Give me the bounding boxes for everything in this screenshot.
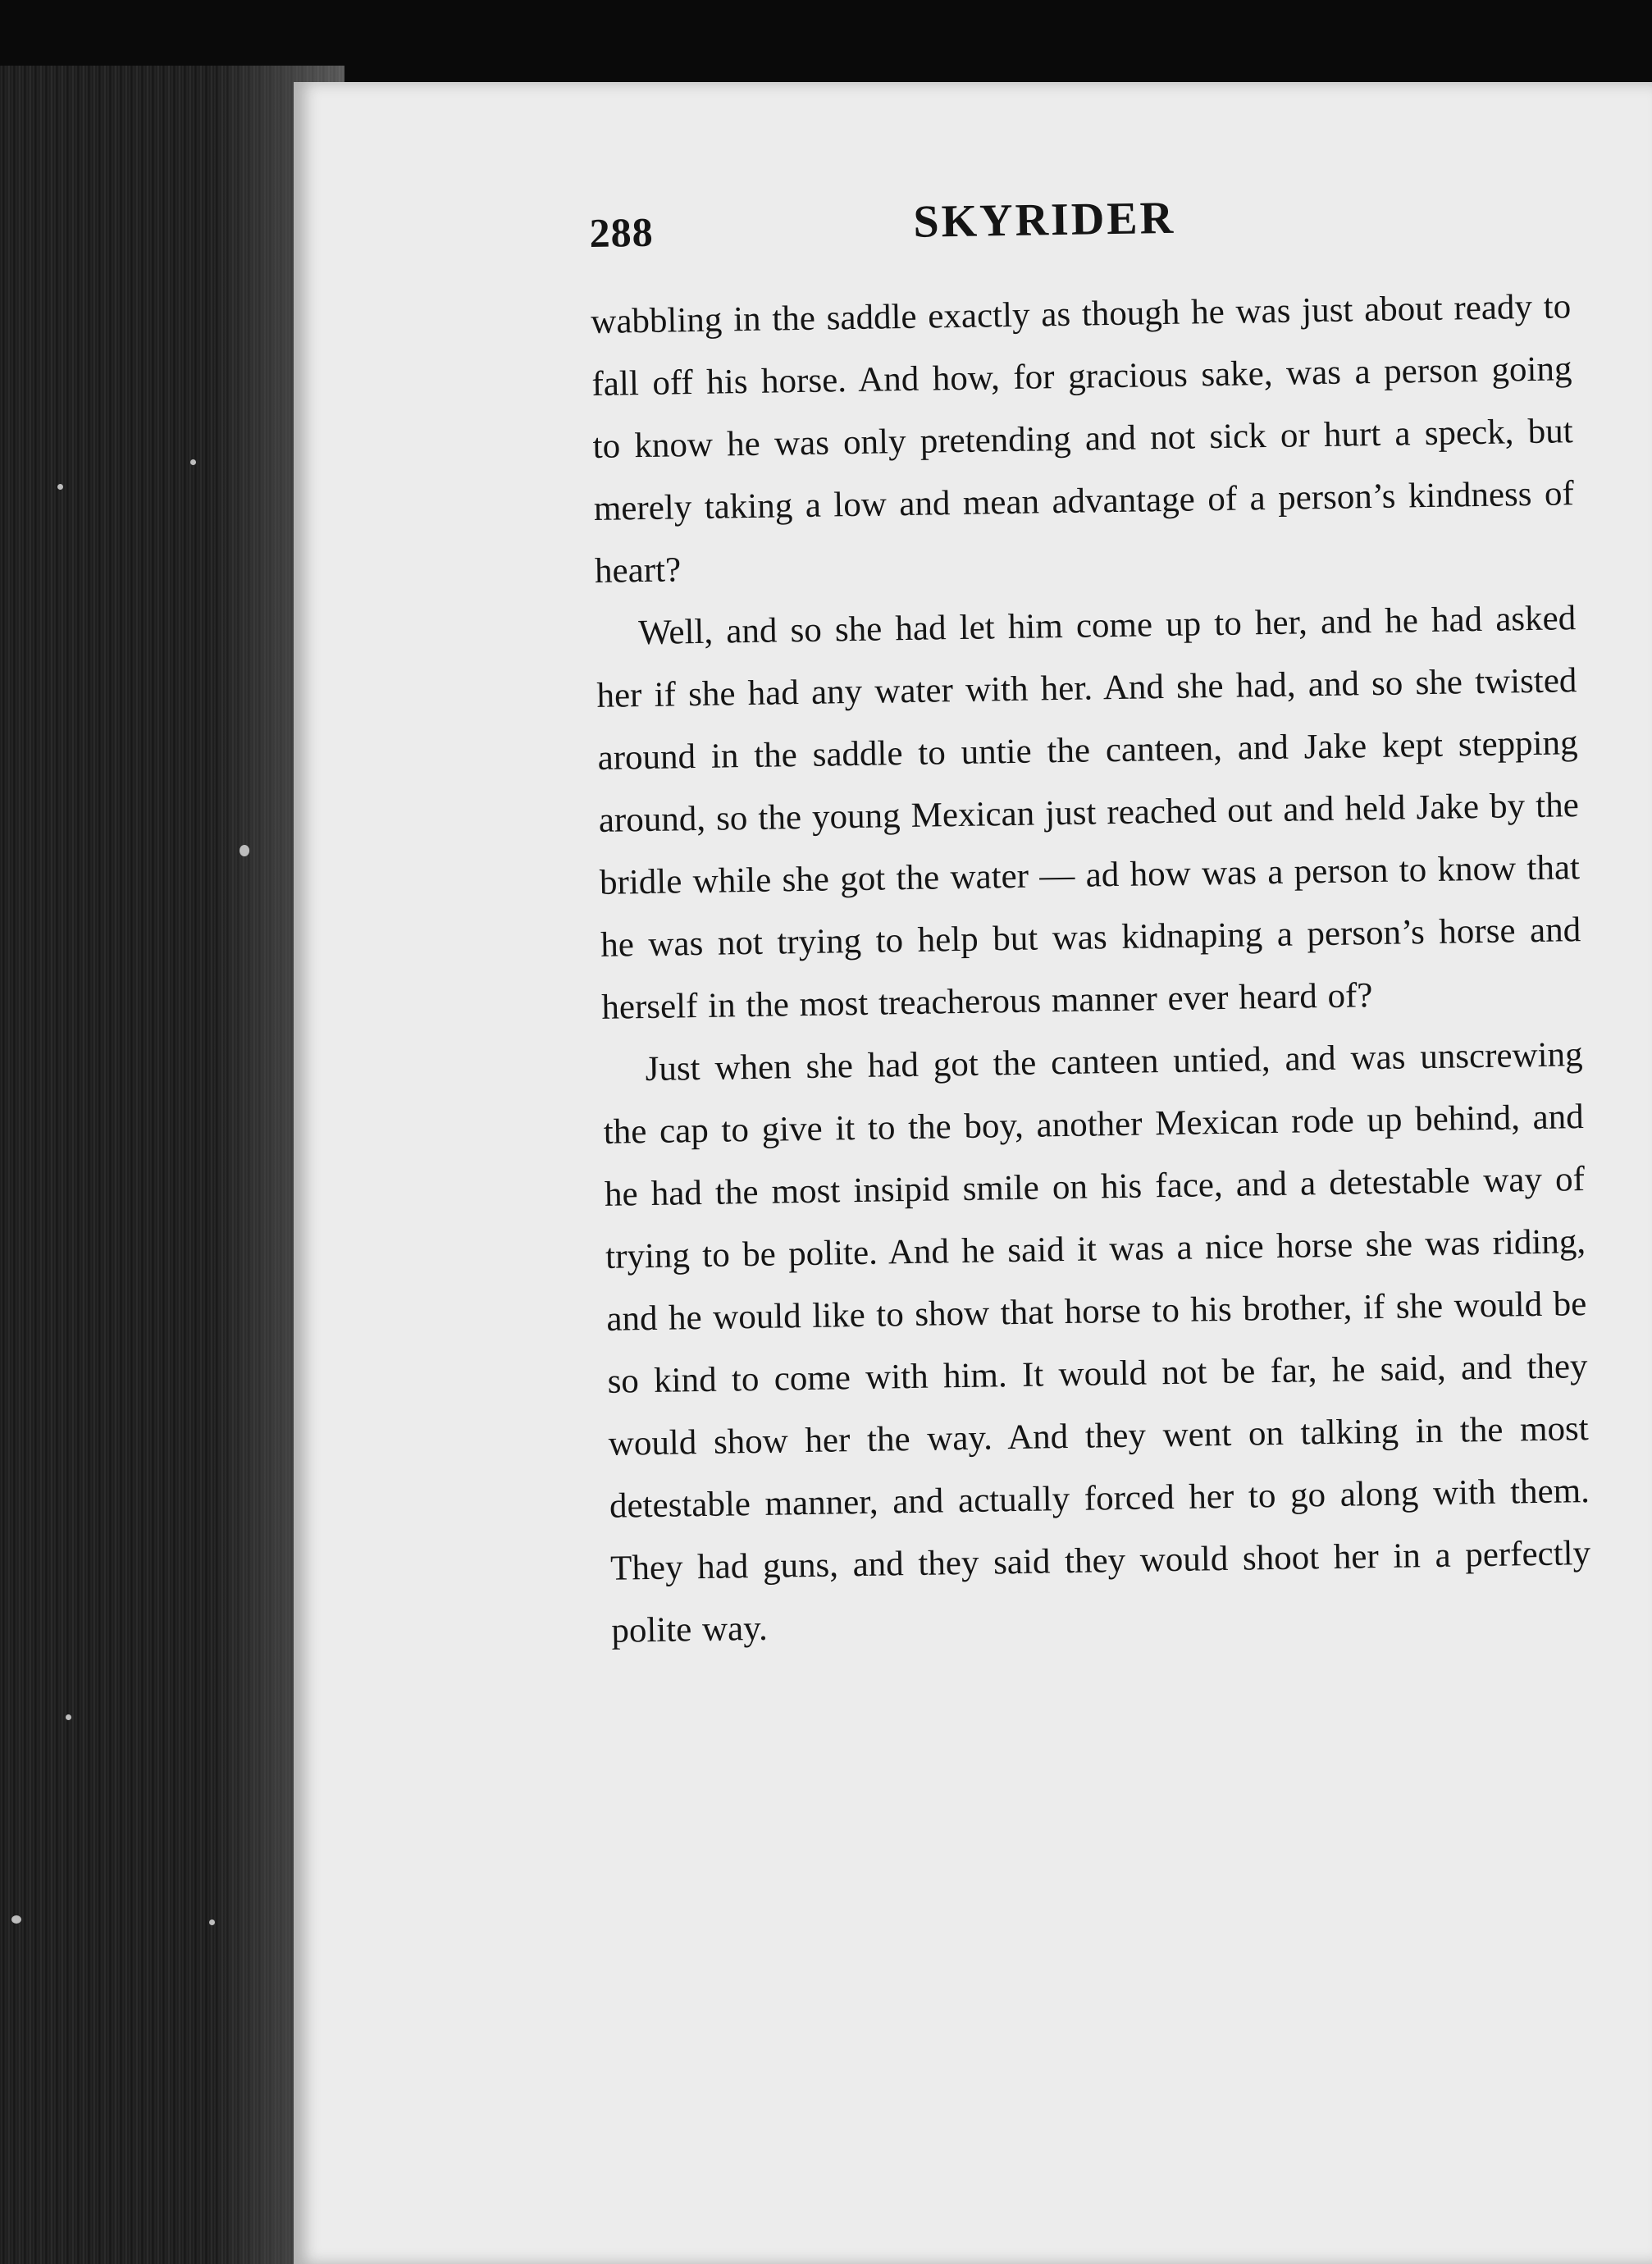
scan-speck <box>57 484 63 490</box>
scan-speck <box>66 1714 71 1720</box>
book-page <box>294 82 1652 2264</box>
page-content <box>589 185 1592 1663</box>
running-title: SKYRIDER <box>912 192 1176 248</box>
scan-speck <box>11 1915 21 1924</box>
scan-speck <box>190 459 196 465</box>
running-head <box>589 185 1571 291</box>
scan-speck <box>240 845 249 856</box>
page-number: 288 <box>589 208 655 256</box>
paragraph-3: Just when she had got the canteen untied, and was unscrewing the cap to give it to the boy, another Mexican rode up behind, and he had the most insipid smile on his face, and a detestable way of trying to be polite. And he said it was a nice horse she was riding, and he would like to show that horse to his brother, if she would be so kind to come with him. It would not be far, he said, and they would show her the way. And they went on talking in the most detestable manner, and actually forced her to go along with them. They had guns, and they said they would shoot her in a perfectly polite way. <box>603 1035 1591 1650</box>
paragraph-1: wabbling in the saddle exactly as though he was just about ready to fall off his horse. And how, for gracious sake, was a person going to know he was only pretending and not sick or hurt a speck, but merely taking a low and mean advantage of a person’s kindness of heart? <box>590 287 1575 591</box>
scan-speck <box>209 1919 215 1925</box>
paragraph-2: Well, and so she had let him come up to her, and he had asked her if she had any water with her. And she had, and so she twisted around in the saddle to untie the canteen, and Jake kept stepping around, so the young Mexican just reached out and held Jake by the bridle while she got the water — ad how was a person to know that he was not trying to help but was kidnaping a person’s horse and herself in the most treacherous manner ever heard of? <box>596 599 1581 1027</box>
